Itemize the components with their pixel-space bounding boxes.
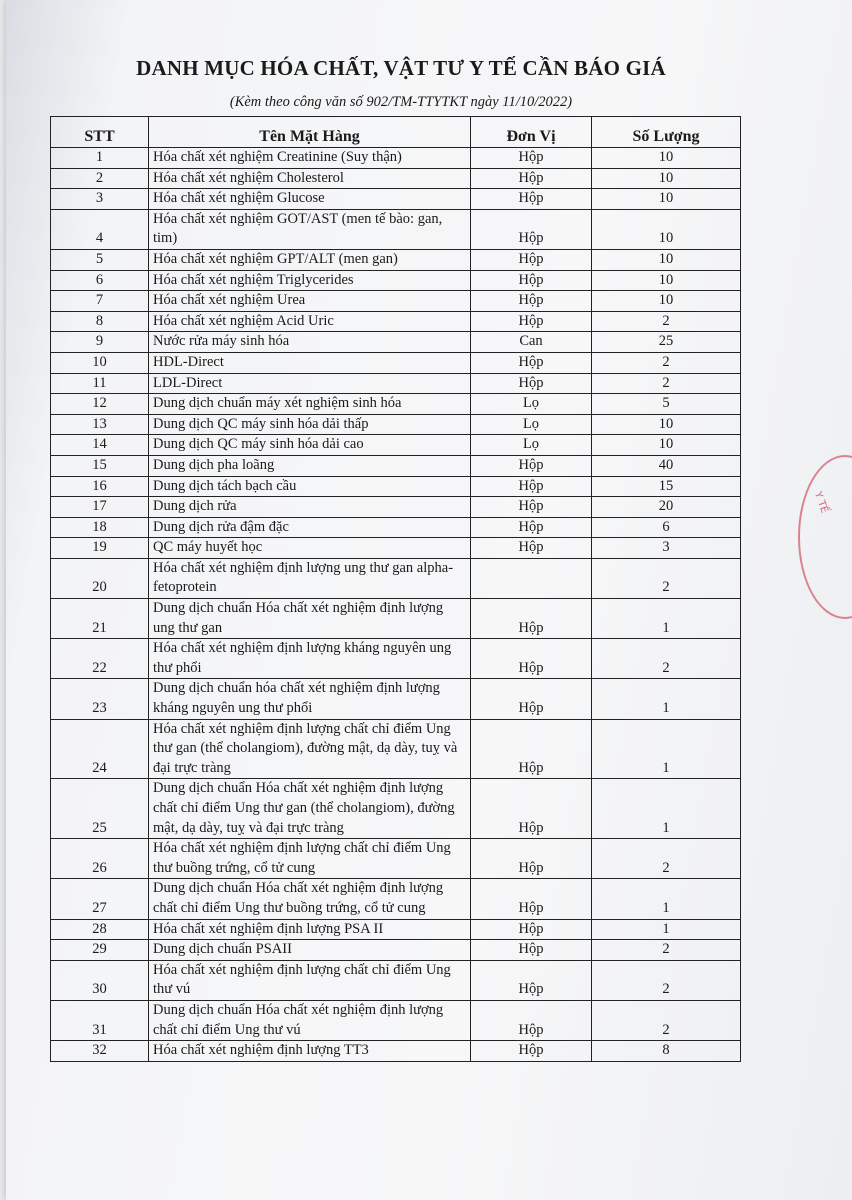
table-row: [51, 332, 741, 353]
row-item-name: Dung dịch chuẩn Hóa chất xét nghiệm định lượng chất chỉ điểm Ung thư gan (thể cholangiom), đường mật, dạ dày, tuỵ và đại trực tràng: [149, 779, 471, 839]
row-unit: Hộp: [471, 940, 592, 961]
row-stt: 11: [51, 373, 149, 394]
row-unit: Hộp: [471, 639, 592, 679]
table-row: [51, 538, 741, 559]
row-unit: Hộp: [471, 168, 592, 189]
row-stt: 2: [51, 168, 149, 189]
table-row: [51, 189, 741, 210]
row-item-name: Hóa chất xét nghiệm Urea: [149, 291, 471, 312]
table-row: [51, 940, 741, 961]
row-quantity: 2: [592, 558, 741, 598]
table-row: [51, 249, 741, 270]
row-item-name: Dung dịch tách bạch cầu: [149, 476, 471, 497]
row-quantity: 10: [592, 209, 741, 249]
row-unit: Hộp: [471, 719, 592, 779]
row-quantity: 2: [592, 839, 741, 879]
row-unit: [471, 558, 592, 598]
row-stt: 21: [51, 599, 149, 639]
row-unit: Hộp: [471, 599, 592, 639]
row-stt: 30: [51, 960, 149, 1000]
header-unit: Đơn Vị: [471, 117, 592, 148]
row-unit: Hộp: [471, 352, 592, 373]
row-stt: 10: [51, 352, 149, 373]
row-unit: Hộp: [471, 311, 592, 332]
table-row: [51, 679, 741, 719]
document-page: [6, 0, 852, 1200]
row-unit: Hộp: [471, 1000, 592, 1040]
row-quantity: 2: [592, 960, 741, 1000]
row-item-name: Hóa chất xét nghiệm định lượng PSA II: [149, 919, 471, 940]
row-item-name: Dung dịch rửa: [149, 497, 471, 518]
row-unit: Hộp: [471, 189, 592, 210]
row-quantity: 2: [592, 311, 741, 332]
row-item-name: Hóa chất xét nghiệm định lượng chất chỉ điểm Ung thư vú: [149, 960, 471, 1000]
row-quantity: 2: [592, 639, 741, 679]
row-stt: 20: [51, 558, 149, 598]
row-quantity: 10: [592, 168, 741, 189]
row-item-name: Hóa chất xét nghiệm Creatinine (Suy thận): [149, 148, 471, 169]
row-quantity: 10: [592, 270, 741, 291]
row-quantity: 10: [592, 414, 741, 435]
header-stt: STT: [51, 117, 149, 148]
table-row: [51, 599, 741, 639]
table-row: [51, 209, 741, 249]
row-stt: 28: [51, 919, 149, 940]
row-quantity: 5: [592, 394, 741, 415]
document-title: DANH MỤC HÓA CHẤT, VẬT TƯ Y TẾ CẦN BÁO GIÁ: [136, 56, 666, 80]
row-stt: 9: [51, 332, 149, 353]
row-stt: 14: [51, 435, 149, 456]
row-unit: Lọ: [471, 435, 592, 456]
row-item-name: Hóa chất xét nghiệm Acid Uric: [149, 311, 471, 332]
row-quantity: 15: [592, 476, 741, 497]
row-stt: 3: [51, 189, 149, 210]
row-item-name: Hóa chất xét nghiệm Cholesterol: [149, 168, 471, 189]
row-quantity: 6: [592, 517, 741, 538]
table-row: [51, 839, 741, 879]
row-item-name: Hóa chất xét nghiệm định lượng TT3: [149, 1041, 471, 1062]
row-stt: 29: [51, 940, 149, 961]
table-header-row: [51, 117, 741, 148]
row-stt: 17: [51, 497, 149, 518]
row-item-name: QC máy huyết học: [149, 538, 471, 559]
row-quantity: 1: [592, 599, 741, 639]
row-unit: Hộp: [471, 455, 592, 476]
document-subtitle: (Kèm theo công văn số 902/TM-TTYTKT ngày 11/10/2022): [229, 94, 573, 110]
row-item-name: Hóa chất xét nghiệm định lượng kháng nguyên ung thư phổi: [149, 639, 471, 679]
row-item-name: Dung dịch chuẩn Hóa chất xét nghiệm định lượng ung thư gan: [149, 599, 471, 639]
row-quantity: 2: [592, 373, 741, 394]
row-item-name: Dung dịch chuẩn Hóa chất xét nghiệm định lượng chất chỉ điểm Ung thư vú: [149, 1000, 471, 1040]
row-quantity: 3: [592, 538, 741, 559]
row-stt: 16: [51, 476, 149, 497]
row-stt: 7: [51, 291, 149, 312]
row-item-name: Hóa chất xét nghiệm định lượng chất chỉ điểm Ung thư buồng trứng, cổ tử cung: [149, 839, 471, 879]
row-item-name: Hóa chất xét nghiệm Glucose: [149, 189, 471, 210]
header-item-name: Tên Mặt Hàng: [149, 117, 471, 148]
row-item-name: Hóa chất xét nghiệm định lượng ung thư gan alpha-fetoprotein: [149, 558, 471, 598]
row-quantity: 1: [592, 779, 741, 839]
row-stt: 31: [51, 1000, 149, 1040]
row-quantity: 1: [592, 919, 741, 940]
row-unit: Hộp: [471, 497, 592, 518]
row-quantity: 2: [592, 940, 741, 961]
row-unit: Hộp: [471, 679, 592, 719]
row-stt: 24: [51, 719, 149, 779]
row-unit: Hộp: [471, 879, 592, 919]
table-row: [51, 373, 741, 394]
table-row: [51, 352, 741, 373]
row-unit: Hộp: [471, 373, 592, 394]
row-unit: Lọ: [471, 414, 592, 435]
row-unit: Hộp: [471, 249, 592, 270]
row-stt: 32: [51, 1041, 149, 1062]
row-item-name: Nước rửa máy sinh hóa: [149, 332, 471, 353]
row-quantity: 10: [592, 291, 741, 312]
table-row: [51, 270, 741, 291]
row-item-name: Dung dịch QC máy sinh hóa dải thấp: [149, 414, 471, 435]
row-quantity: 2: [592, 352, 741, 373]
table-row: [51, 879, 741, 919]
table-row: [51, 919, 741, 940]
row-item-name: Dung dịch rửa đậm đặc: [149, 517, 471, 538]
row-unit: Hộp: [471, 517, 592, 538]
table-row: [51, 497, 741, 518]
row-quantity: 10: [592, 148, 741, 169]
table-row: [51, 719, 741, 779]
items-table: [50, 116, 741, 1062]
row-item-name: Hóa chất xét nghiệm GOT/AST (men tế bào: gan, tim): [149, 209, 471, 249]
row-unit: Lọ: [471, 394, 592, 415]
row-quantity: 10: [592, 189, 741, 210]
row-item-name: Hóa chất xét nghiệm Triglycerides: [149, 270, 471, 291]
red-seal-stamp: [798, 455, 852, 619]
table-row: [51, 639, 741, 679]
table-row: [51, 394, 741, 415]
table-row: [51, 311, 741, 332]
row-stt: 6: [51, 270, 149, 291]
row-item-name: Dung dịch chuẩn máy xét nghiệm sinh hóa: [149, 394, 471, 415]
table-row: [51, 1000, 741, 1040]
table-row: [51, 455, 741, 476]
table-row: [51, 148, 741, 169]
row-stt: 13: [51, 414, 149, 435]
row-item-name: HDL-Direct: [149, 352, 471, 373]
table-row: [51, 779, 741, 839]
table-row: [51, 517, 741, 538]
row-stt: 8: [51, 311, 149, 332]
row-unit: Hộp: [471, 209, 592, 249]
row-stt: 19: [51, 538, 149, 559]
row-stt: 15: [51, 455, 149, 476]
row-stt: 4: [51, 209, 149, 249]
row-quantity: 1: [592, 679, 741, 719]
row-item-name: Hóa chất xét nghiệm GPT/ALT (men gan): [149, 249, 471, 270]
row-unit: Hộp: [471, 1041, 592, 1062]
row-stt: 23: [51, 679, 149, 719]
table-row: [51, 435, 741, 456]
row-unit: Hộp: [471, 919, 592, 940]
row-quantity: 25: [592, 332, 741, 353]
row-quantity: 40: [592, 455, 741, 476]
table-row: [51, 291, 741, 312]
row-unit: Hộp: [471, 779, 592, 839]
row-item-name: Dung dịch pha loãng: [149, 455, 471, 476]
row-unit: Hộp: [471, 291, 592, 312]
row-item-name: Dung dịch chuẩn Hóa chất xét nghiệm định lượng chất chỉ điểm Ung thư buồng trứng, cổ tử cung: [149, 879, 471, 919]
table-row: [51, 476, 741, 497]
table-row: [51, 558, 741, 598]
row-unit: Hộp: [471, 148, 592, 169]
row-unit: Hộp: [471, 839, 592, 879]
table-row: [51, 960, 741, 1000]
row-item-name: Dung dịch chuẩn hóa chất xét nghiệm định lượng kháng nguyên ung thư phổi: [149, 679, 471, 719]
row-unit: Can: [471, 332, 592, 353]
row-quantity: 2: [592, 1000, 741, 1040]
table-row: [51, 168, 741, 189]
table-row: [51, 1041, 741, 1062]
row-item-name: Dung dịch QC máy sinh hóa dải cao: [149, 435, 471, 456]
row-quantity: 8: [592, 1041, 741, 1062]
table-body: [51, 148, 741, 1062]
row-unit: Hộp: [471, 960, 592, 1000]
row-unit: Hộp: [471, 476, 592, 497]
row-item-name: Dung dịch chuẩn PSAII: [149, 940, 471, 961]
row-stt: 26: [51, 839, 149, 879]
row-stt: 25: [51, 779, 149, 839]
row-unit: Hộp: [471, 270, 592, 291]
row-stt: 12: [51, 394, 149, 415]
header-quantity: Số Lượng: [592, 117, 741, 148]
row-quantity: 10: [592, 249, 741, 270]
table-row: [51, 414, 741, 435]
row-stt: 1: [51, 148, 149, 169]
row-stt: 5: [51, 249, 149, 270]
row-unit: Hộp: [471, 538, 592, 559]
row-stt: 27: [51, 879, 149, 919]
row-stt: 22: [51, 639, 149, 679]
row-quantity: 10: [592, 435, 741, 456]
row-item-name: Hóa chất xét nghiệm định lượng chất chỉ điểm Ung thư gan (thể cholangiom), đường mật, dạ dày, tuỵ và đại trực tràng: [149, 719, 471, 779]
row-item-name: LDL-Direct: [149, 373, 471, 394]
row-stt: 18: [51, 517, 149, 538]
row-quantity: 1: [592, 719, 741, 779]
stamp-text: Y TẾ: [811, 490, 830, 515]
row-quantity: 1: [592, 879, 741, 919]
row-quantity: 20: [592, 497, 741, 518]
